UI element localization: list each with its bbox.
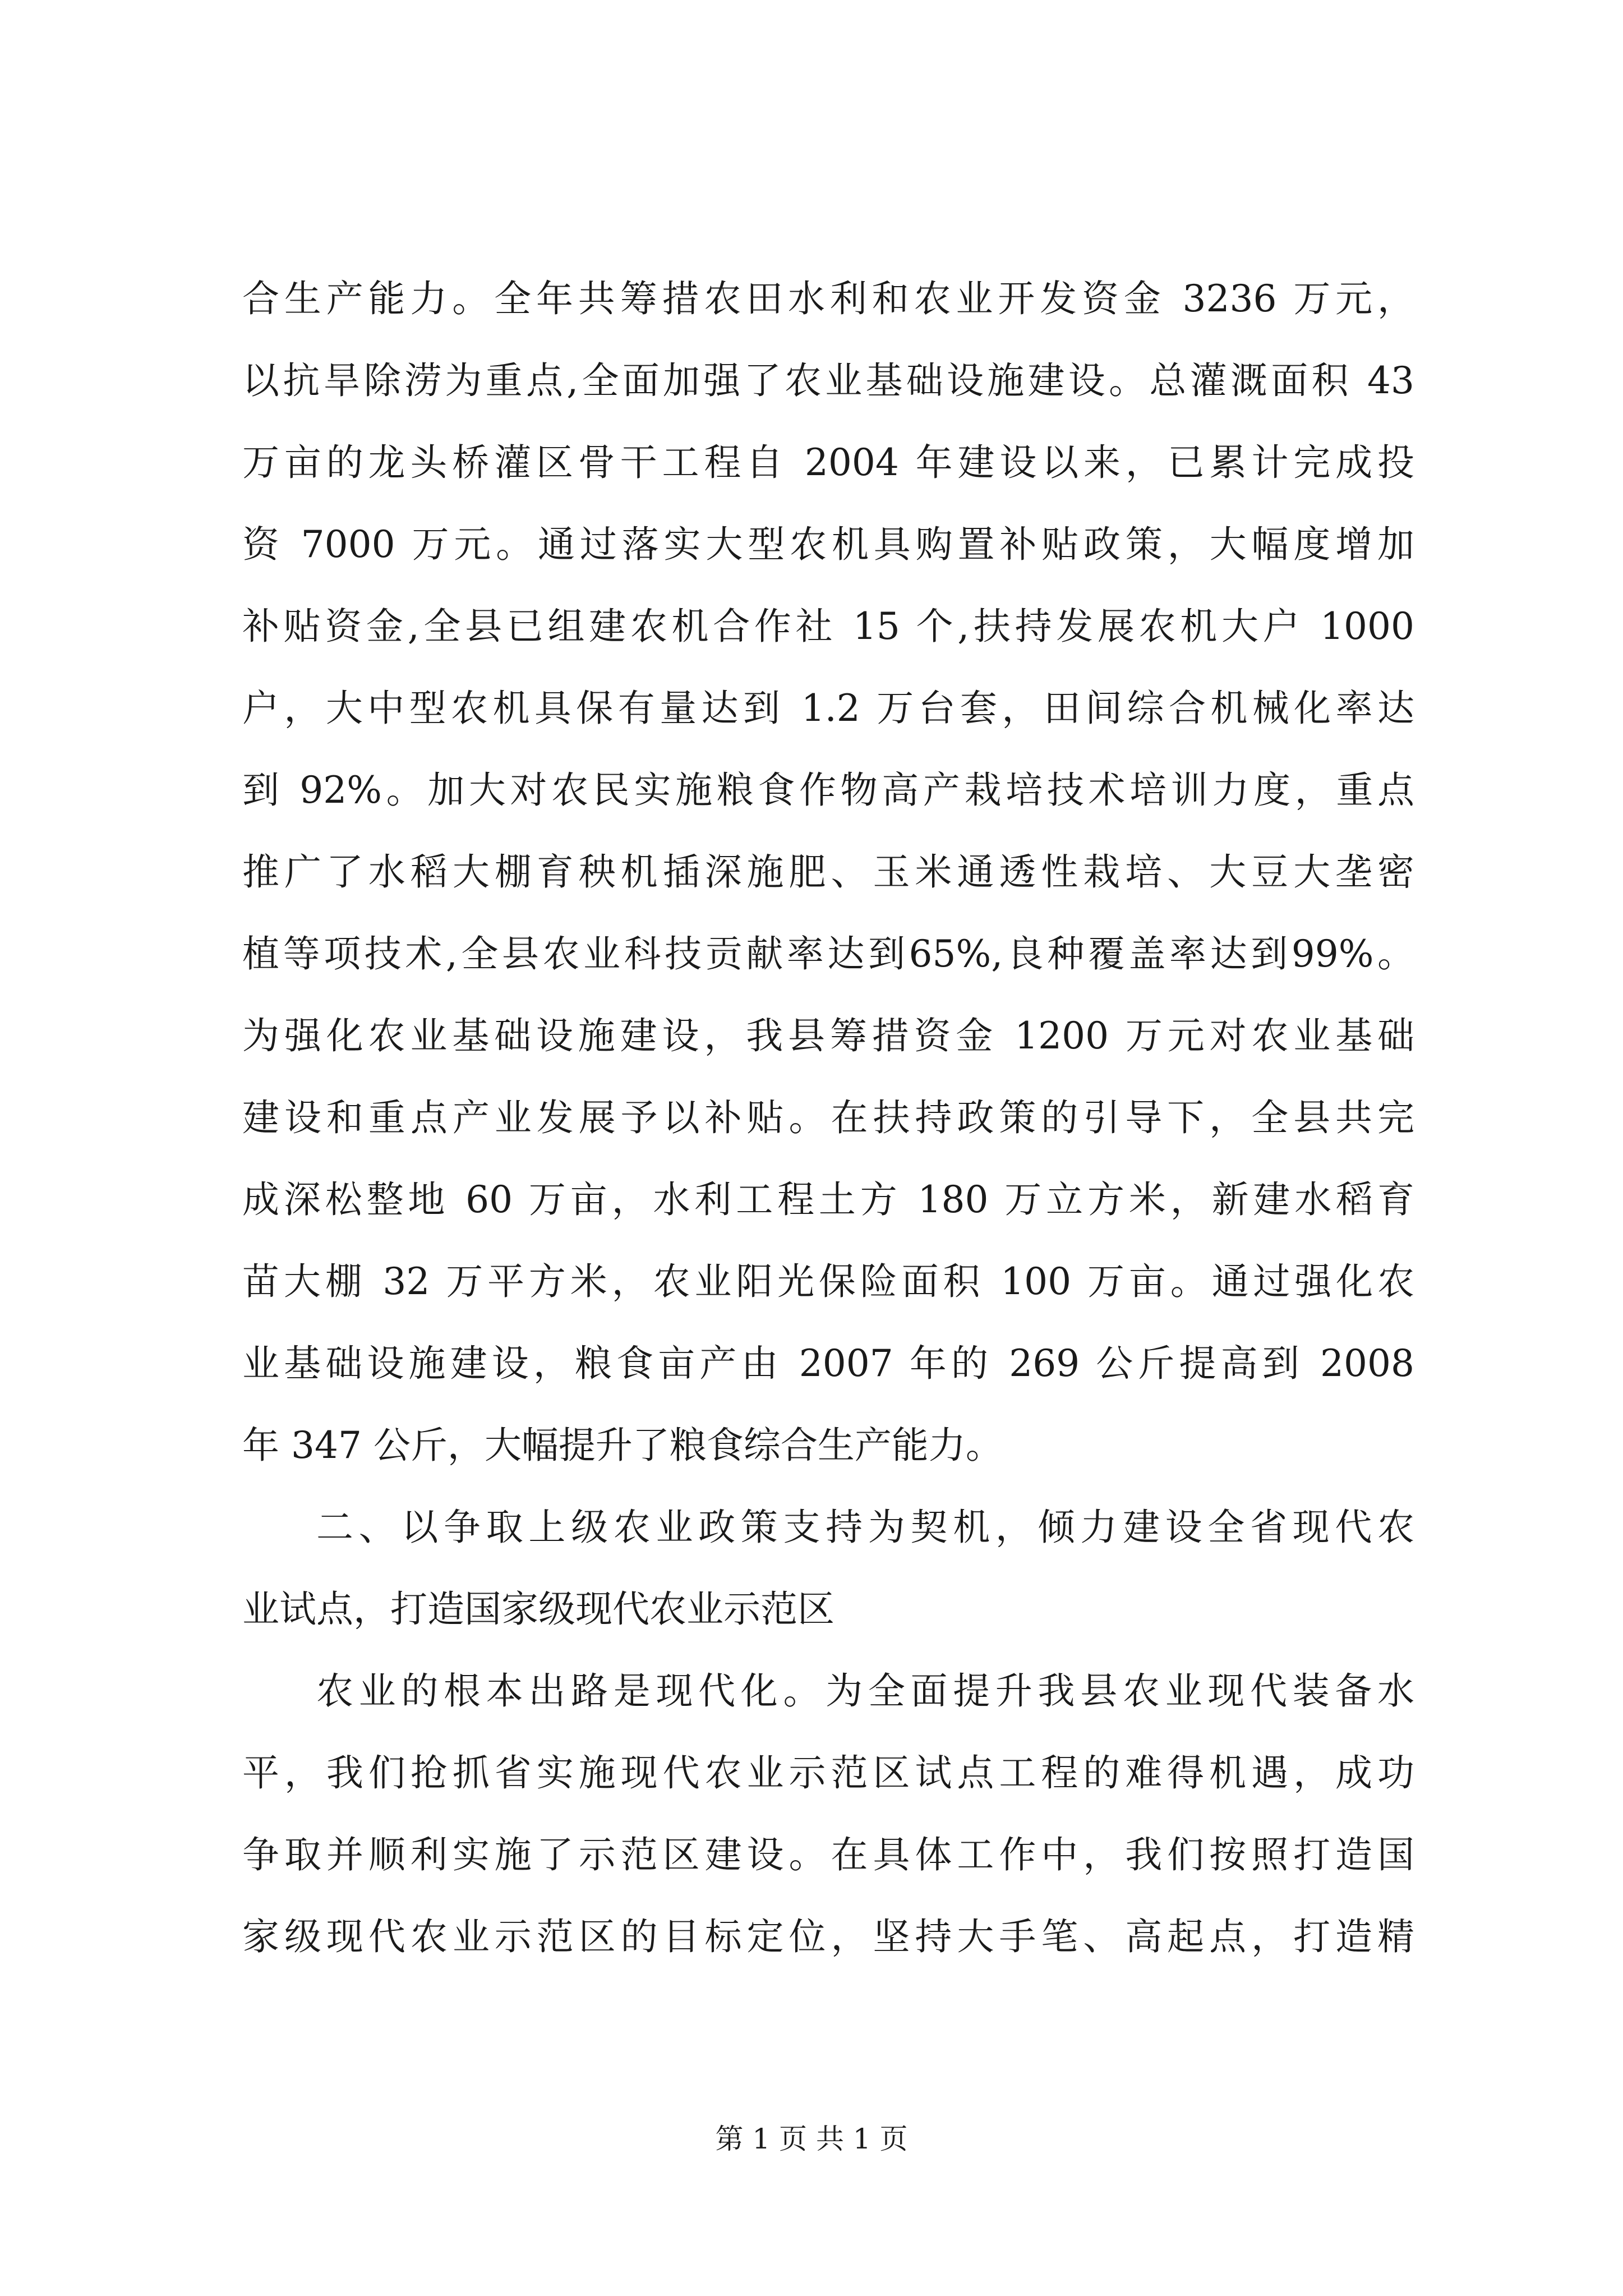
text-line: 农业的根本出路是现代化。为全面提升我县农业现代装备水 xyxy=(316,1669,1414,1713)
text-line: 补贴资金,全县已组建农机合作社 15 个,扶持发展农机大户 1000 xyxy=(242,605,1414,648)
section-heading-line: 二、以争取上级农业政策支持为契机，倾力建设全省现代农 xyxy=(316,1506,1414,1549)
text-line: 为强化农业基础设施建设，我县筹措资金 1200 万元对农业基础 xyxy=(242,1014,1414,1057)
text-line: 到 92%。加大对农民实施粮食作物高产栽培技术培训力度，重点 xyxy=(242,769,1414,812)
text-line: 植等项技术,全县农业科技贡献率达到65%,良种覆盖率达到99%。 xyxy=(242,932,1414,976)
text-line: 以抗旱除涝为重点,全面加强了农业基础设施建设。总灌溉面积 43 xyxy=(242,359,1414,402)
text-line: 资 7000 万元。通过落实大型农机具购置补贴政策，大幅度增加 xyxy=(242,523,1414,566)
section-heading-line: 业试点，打造国家级现代农业示范区 xyxy=(242,1588,834,1631)
text-line: 苗大棚 32 万平方米，农业阳光保险面积 100 万亩。通过强化农 xyxy=(242,1260,1414,1303)
page-number-footer: 第 1 页 共 1 页 xyxy=(715,2123,908,2155)
body-text xyxy=(242,258,1414,1978)
text-line: 平，我们抢抓省实施现代农业示范区试点工程的难得机遇，成功 xyxy=(242,1751,1414,1795)
text-line: 争取并顺利实施了示范区建设。在具体工作中，我们按照打造国 xyxy=(242,1833,1414,1876)
text-line: 家级现代农业示范区的目标定位，坚持大手笔、高起点，打造精 xyxy=(242,1915,1414,1958)
text-line: 建设和重点产业发展予以补贴。在扶持政策的引导下，全县共完 xyxy=(242,1096,1414,1139)
text-line: 户，大中型农机具保有量达到 1.2 万台套，田间综合机械化率达 xyxy=(242,687,1414,730)
text-line: 万亩的龙头桥灌区骨干工程自 2004 年建设以来，已累计完成投 xyxy=(242,441,1414,484)
text-line: 合生产能力。全年共筹措农田水利和农业开发资金 3236 万元， xyxy=(242,277,1414,320)
text-line: 业基础设施建设，粮食亩产由 2007 年的 269 公斤提高到 2008 xyxy=(242,1342,1414,1385)
text-line: 成深松整地 60 万亩，水利工程土方 180 万立方米，新建水稻育 xyxy=(242,1178,1414,1221)
paragraph-end-line: 年 347 公斤，大幅提升了粮食综合生产能力。 xyxy=(242,1424,1003,1467)
text-line: 推广了水稻大棚育秧机插深施肥、玉米通透性栽培、大豆大垄密 xyxy=(242,850,1414,894)
